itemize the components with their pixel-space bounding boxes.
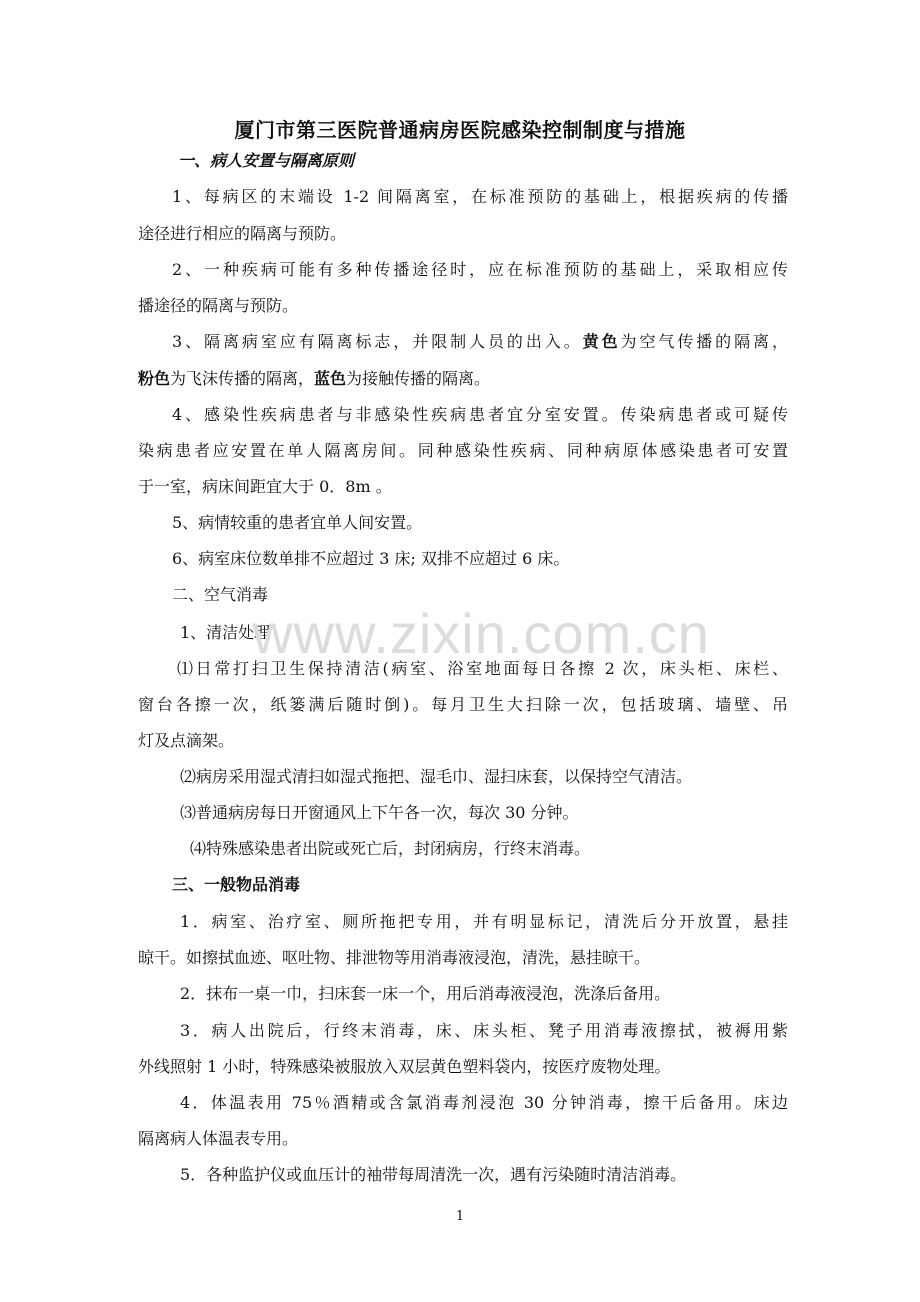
paragraph-line: 灯及点滴架。: [138, 731, 235, 750]
watermark: www.zixin.com.cn: [252, 602, 710, 665]
paragraph-line: ⑴日常打扫卫生保持清洁(病室、浴室地面每日各擦 2 次，床头柜、床栏、: [177, 659, 788, 678]
section-heading-general-items: 三、一般物品消毒: [172, 875, 301, 894]
page-number: 1: [455, 1209, 465, 1224]
section-heading-air-disinfection: 二、空气消毒: [172, 585, 269, 604]
paragraph-line: 2．抹布一桌一巾，扫床套一床一个，用后消毒液浸泡，洗涤后备用。: [180, 984, 671, 1003]
paragraph-line: 1．病室、治疗室、厕所拖把专用，并有明显标记，清洗后分开放置，悬挂: [180, 912, 788, 931]
paragraph-line: 1、每病区的末端设 1-2 间隔离室，在标准预防的基础上，根据疾病的传播: [172, 187, 788, 206]
paragraph-line: 4、感染性疾病患者与非感染性疾病患者宜分室安置。传染病患者或可疑传: [172, 405, 788, 424]
paragraph-line: 晾干。如擦拭血迹、呕吐物、排泄物等用消毒液浸泡，清洗，悬挂晾干。: [138, 948, 651, 967]
paragraph-line: 途径进行相应的隔离与预防。: [138, 224, 347, 243]
paragraph-line: 4．体温表用 75％酒精或含氯消毒剂浸泡 30 分钟消毒，擦干后备用。床边: [180, 1093, 788, 1112]
paragraph-line: [172, 330, 788, 354]
document-title: 厦门市第三医院普通病房医院感染控制制度与措施: [234, 118, 686, 142]
paragraph-line: 3．病人出院后，行终末消毒，床、床头柜、凳子用消毒液擦拭，被褥用紫: [180, 1021, 788, 1040]
paragraph-line: 外线照射 1 小时，特殊感染被服放入双层黄色塑料袋内，按医疗废物处理。: [138, 1057, 671, 1076]
yellow-label: 黄色: [582, 332, 621, 351]
paragraph-line: 隔离病人体温表专用。: [138, 1129, 299, 1148]
paragraph-line: 6、病室床位数单排不应超过 3 床; 双排不应超过 6 床。: [172, 549, 570, 568]
paragraph-line: 染病患者应安置在单人隔离房间。同种感染性疾病、同种病原体感染患者可安置: [138, 441, 788, 460]
paragraph-line: 5．各种监护仪或血压计的袖带每周清洗一次，遇有污染随时清洁消毒。: [180, 1165, 687, 1184]
paragraph-line: 于一室，病床间距宜大于 0．8m 。: [138, 477, 392, 496]
text-run: 3、隔离病室应有隔离标志，并限制人员的出入。: [172, 332, 583, 351]
paragraph-line: 窗台各擦一次，纸篓满后随时倒)。每月卫生大扫除一次，包括玻璃、墙壁、吊: [138, 695, 788, 714]
blue-label: 蓝色: [314, 369, 347, 388]
text-run: 为飞沫传播的隔离，: [170, 369, 315, 388]
paragraph-line: 5、病情较重的患者宜单人间安置。: [172, 513, 423, 532]
paragraph-line: 2、一种疾病可能有多种传播途径时，应在标准预防的基础上，采取相应传: [172, 260, 788, 279]
pink-label: 粉色: [138, 369, 171, 388]
subheading-cleaning: 1、清洁处理: [180, 623, 271, 642]
paragraph-line: [138, 367, 788, 391]
section-heading-placement-isolation: 一、病人安置与隔离原则: [178, 151, 355, 170]
paragraph-line: ⑶普通病房每日开窗通风上下午各一次，每次 30 分钟。: [180, 803, 579, 822]
paragraph-line: ⑷特殊感染患者出院或死亡后，封闭病房，行终末消毒。: [190, 839, 591, 858]
text-run: 为接触传播的隔离。: [346, 369, 491, 388]
paragraph-line: 播途径的隔离与预防。: [138, 296, 299, 315]
paragraph-line: ⑵病房采用湿式清扫如湿式拖把、湿毛巾、湿扫床套，以保持空气清洁。: [180, 767, 693, 786]
text-run: 为空气传播的隔离，: [620, 332, 788, 351]
